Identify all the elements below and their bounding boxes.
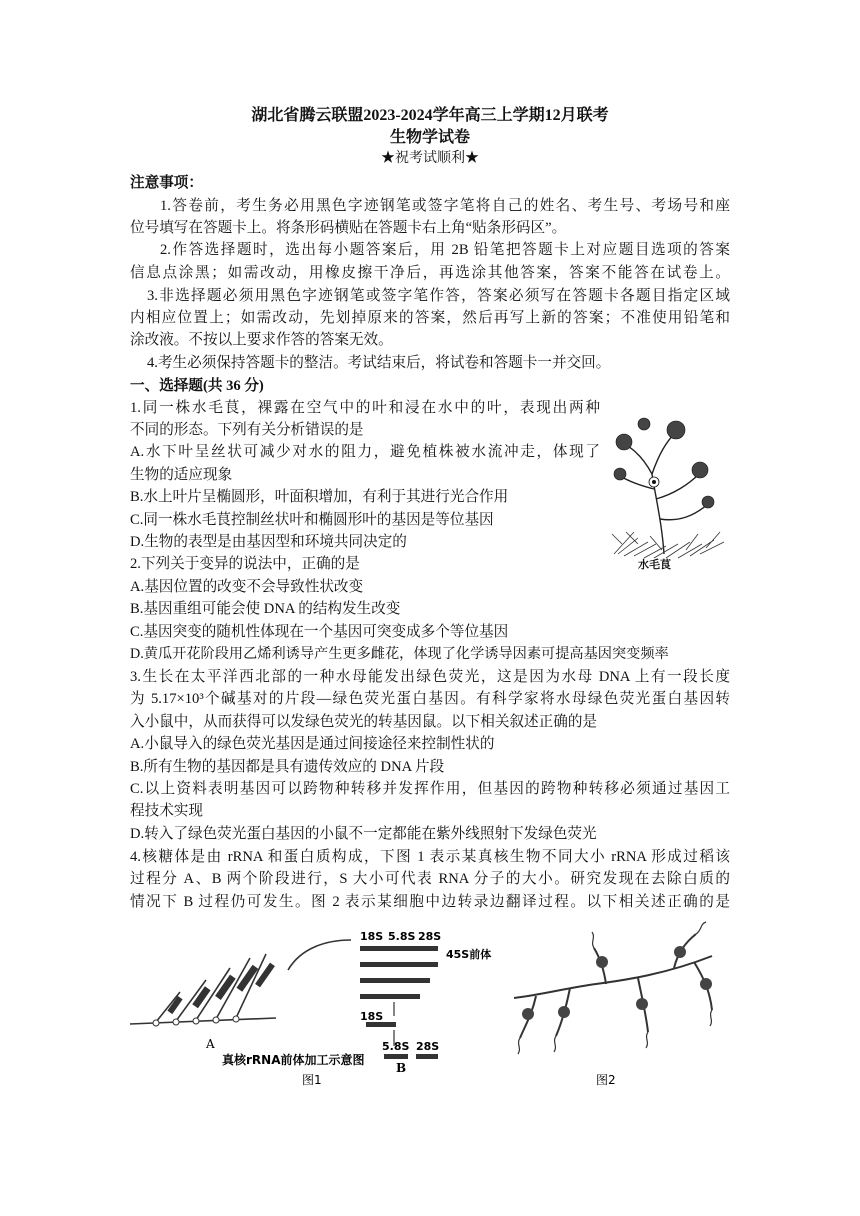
fig1-58s-bottom-label: 5.8S: [382, 1040, 410, 1053]
fig1-stage-b-label: B: [396, 1061, 407, 1075]
fig1-28s-label: 28S: [418, 930, 442, 943]
fig1-stage-a-label: A: [206, 1037, 215, 1051]
option-line: D.黄瓜开花阶段用乙烯利诱导产生更多雌花，体现了化学诱导因素可提高基因突变频率: [130, 646, 669, 662]
plant-caption: 水毛茛: [638, 558, 671, 571]
fig1-58s-label: 5.8S: [388, 930, 416, 943]
option-line: A.基因位置的改变不会导致性状改变: [130, 579, 364, 595]
option-line: B.水上叶片呈椭圆形，叶面积增加，有利于其进行光合作用: [130, 489, 509, 505]
figure-1-rrna-processing: [126, 918, 506, 1090]
notice-line: 信息点涂黑；如需改动，用橡皮擦干净后，再选涂其他答案，答案不能答在试卷上。: [130, 265, 730, 281]
notice-line: 3.非选择题必须用黑色字迹钢笔或签字笔作答，答案必须写在答题卡各题目指定区域: [147, 288, 730, 304]
question-line: 情况下 B 过程仍可发生。图 2 表示某细胞中边转录边翻译过程。以下相关述正确的是: [130, 894, 730, 910]
notice-heading: 注意事项：: [130, 175, 203, 191]
option-line: B.所有生物的基因都是具有遗传效应的 DNA 片段: [130, 759, 445, 775]
notice-line: 2.作答选择题时，选出每小题答案后，用 2B 铅笔把答题卡上对应题目选项的答案: [160, 242, 730, 258]
fig1-28s-bottom-label: 28S: [416, 1040, 440, 1053]
option-line: A.小鼠导入的绿色荧光基因是通过间接途径来控制性状的: [130, 736, 495, 752]
question-line: 4.核糖体是由 rRNA 和蛋白质构成，下图 1 表示某真核生物不同大小 rRNA 形成过稻该: [130, 849, 730, 865]
option-line: A.水下叶呈丝状可减少对水的阻力，避免植株被水流冲走，体现了: [130, 444, 600, 460]
option-line: D.转入了绿色荧光蛋白基因的小鼠不一定都能在紫外线照射下发绿色荧光: [130, 826, 597, 842]
notice-line: 4.考生必须保持答题卡的整洁。考试结束后，将试卷和答题卡一并交回。: [147, 355, 611, 371]
water-buttercup-illustration: [604, 404, 730, 572]
fig1-title: 图1: [302, 1073, 322, 1087]
question-line: 1.同一株水毛茛，裸露在空气中的叶和浸在水中的叶，表现出两种: [130, 400, 600, 416]
option-line: C.以上资料表明基因可以跨物种转移并发挥作用，但基因的跨物种转移必须通过基因工: [130, 781, 730, 797]
question-line: 3.生长在太平洋西北部的一种水母能发出绿色荧光，这是因为水母 DNA 上有一段长度: [130, 669, 730, 685]
fig1-caption: 真核rRNA前体加工示意图: [222, 1053, 365, 1067]
exam-wish: ★祝考试顺利★: [381, 151, 479, 166]
option-line: 程技术实现: [130, 803, 203, 819]
notice-line: 位号填写在答题卡上。将条形码横贴在答题卡右上角“贴条形码区”。: [130, 220, 567, 236]
fig1-18s-label: 18S: [360, 930, 384, 943]
exam-title: 湖北省腾云联盟2023-2024学年高三上学期12月联考: [251, 107, 609, 124]
notice-line: 1.答卷前，考生务必用黑色字迹钢笔或签字笔将自己的姓名、考生号、考场号和座: [160, 198, 730, 214]
fig1-18s-mid-label: 18S: [360, 1010, 384, 1023]
section-heading: 一、选择题(共 36 分): [130, 378, 264, 394]
notice-line: 内相应位置上；如需改动，先划掉原来的答案，然后再写上新的答案；不准使用铅笔和: [130, 310, 730, 326]
question-line: 不同的形态。下列有关分析错误的是: [130, 422, 364, 438]
fig2-title: 图2: [596, 1073, 616, 1087]
question-line: 过程分 A、B 两个阶段进行，S 大小可代表 RNA 分子的大小。研究发现在去除白质的: [130, 871, 730, 887]
question-line: 入小鼠中，从而获得可以发绿色荧光的转基因鼠。以下相关叙述正确的是: [130, 714, 598, 730]
fig1-precursor-label: 45S前体: [446, 948, 492, 961]
question-line: 2.下列关于变异的说法中，正确的是: [130, 556, 360, 572]
option-line: 生物的适应现象: [130, 467, 233, 483]
question-line: 为 5.17×10³个碱基对的片段—绿色荧光蛋白基因。有科学家将水母绿色荧光蛋白基因转: [130, 691, 730, 707]
figure-2-transcription-translation: [506, 918, 736, 1090]
option-line: C.同一株水毛茛控制丝状叶和椭圆形叶的基因是等位基因: [130, 512, 494, 528]
option-line: D.生物的表型是由基因型和环境共同决定的: [130, 534, 407, 550]
notice-line: 涂改液。不按以上要求作答的答案无效。: [130, 332, 393, 348]
option-line: C.基因突变的随机性体现在一个基因可突变成多个等位基因: [130, 624, 509, 640]
exam-subject: 生物学试卷: [389, 129, 470, 146]
option-line: B.基因重组可能会使 DNA 的结构发生改变: [130, 601, 401, 617]
